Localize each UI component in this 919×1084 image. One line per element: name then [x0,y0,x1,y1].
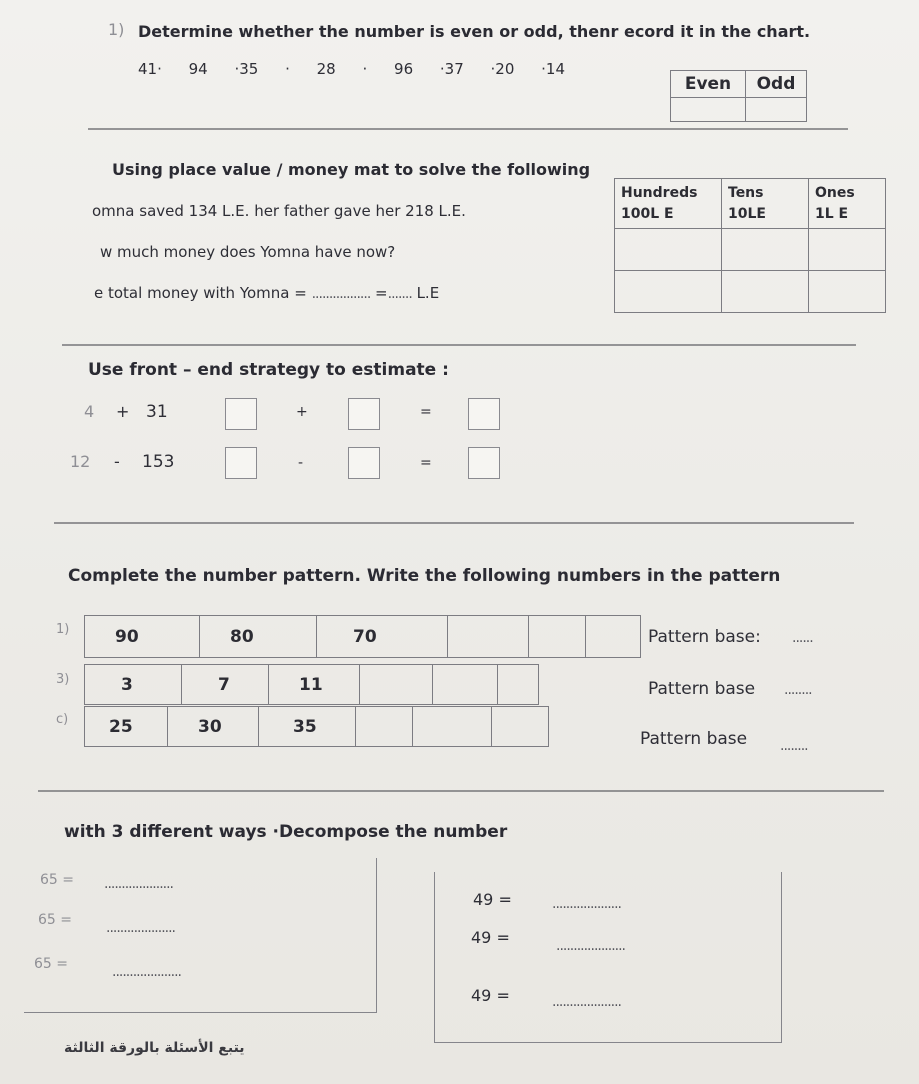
pattern-cell: 35 [259,707,356,747]
row-1-lead: 4 [84,402,95,421]
decompose-65-label: 65 = [34,956,68,972]
pattern-row-3 [84,706,549,747]
question-2-line-2: w much money does Yomna have now? [100,243,396,261]
odd-header: Odd [746,71,807,98]
footer-note: يتبع الأسئلة بالورقة الثالثة [64,1040,245,1056]
pattern-2-label: 3) [56,672,70,687]
tens-header: Tens 10LE [722,179,809,229]
question-5-title: with 3 different ways ·Decompose the number [64,822,508,842]
pattern-1-label: 1) [56,622,70,637]
divider-4 [38,790,884,792]
pattern-cell: 7 [182,665,269,705]
pattern-blank[interactable] [448,616,529,658]
pattern-1-base-blank[interactable]: ...... [792,630,813,646]
hundreds-header: Hundreds 100L E [615,179,722,229]
row-2-number: 153 [142,452,175,472]
answer-blank-1[interactable]: ................. [311,286,371,302]
decompose-65-blank[interactable]: .................... [104,876,174,892]
row-2-operator: - [114,452,120,471]
mat-cell[interactable] [722,271,809,313]
pattern-row-2 [84,664,539,705]
estimate-box[interactable] [468,398,500,430]
pattern-2-base-blank[interactable]: ........ [784,682,812,698]
answer-equals: = [375,284,388,302]
decompose-65-label: 65 = [38,912,72,928]
odd-cell[interactable] [746,98,807,122]
pattern-cell: 3 [85,665,182,705]
place-value-mat [614,178,886,313]
pattern-blank[interactable] [586,616,641,658]
even-odd-table [670,70,807,122]
estimate-box[interactable] [225,398,257,430]
row-1-equals: = [420,404,432,420]
even-header: Even [671,71,746,98]
decompose-49-blank[interactable]: .................... [552,896,622,912]
pattern-row-1 [84,615,641,658]
pattern-cell: 70 [317,616,448,658]
decompose-49-blank[interactable]: .................... [552,994,622,1010]
pattern-blank[interactable] [413,707,492,747]
estimate-box[interactable] [348,447,380,479]
pattern-cell: 11 [269,665,360,705]
decompose-65-label: 65 = [40,872,74,888]
question-2-title: Using place value / money mat to solve the following [112,160,591,179]
pattern-blank[interactable] [433,665,498,705]
pattern-3-base-label: Pattern base [640,729,748,749]
row-2-operator-2: - [298,455,304,471]
decompose-49-label: 49 = [471,928,510,947]
pattern-cell: 25 [85,707,168,747]
pattern-2-base-label: Pattern base [648,679,756,699]
question-1-numbers: 41· 94 ·35 · 28 · 96 ·37 ·20 ·14 [138,60,565,78]
decompose-49-label: 49 = [473,890,512,909]
divider-3 [54,522,854,524]
decompose-65-blank[interactable]: .................... [112,964,182,980]
row-2-lead: 12 [70,452,91,471]
answer-unit: L.E [416,284,440,302]
pattern-cell: 30 [168,707,259,747]
divider-2 [62,344,856,346]
row-1-operator-2: + [296,404,308,420]
decompose-65-frame [24,858,377,1013]
pattern-blank[interactable] [529,616,586,658]
pattern-blank[interactable] [356,707,413,747]
row-1-number: 31 [146,402,168,422]
pattern-3-base-blank[interactable]: ........ [780,738,808,754]
row-1-operator: + [116,402,130,421]
divider-1 [88,128,848,130]
estimate-box[interactable] [225,447,257,479]
mat-cell[interactable] [615,271,722,313]
decompose-49-blank[interactable]: .................... [556,938,626,954]
mat-cell[interactable] [809,229,886,271]
pattern-blank[interactable] [498,665,539,705]
question-3-title: Use front – end strategy to estimate : [88,360,449,380]
estimate-box[interactable] [468,447,500,479]
mat-cell[interactable] [809,271,886,313]
question-2-answer-line [94,284,439,302]
question-4-title: Complete the number pattern. Write the following numbers in the pattern [68,566,781,586]
even-cell[interactable] [671,98,746,122]
pattern-blank[interactable] [492,707,549,747]
answer-prefix: e total money with Yomna = [94,284,307,302]
estimate-box[interactable] [348,398,380,430]
pattern-cell: 80 [200,616,317,658]
mat-cell[interactable] [615,229,722,271]
ones-header: Ones 1L E [809,179,886,229]
row-2-equals: = [420,455,432,471]
pattern-blank[interactable] [360,665,433,705]
pattern-3-label: c) [56,712,69,727]
pattern-1-base-label: Pattern base: [648,627,761,647]
question-2-line-1: omna saved 134 L.E. her father gave her 218 L.E. [92,202,466,220]
question-1-title: Determine whether the number is even or odd, thenr ecord it in the chart. [138,22,811,41]
mat-cell[interactable] [722,229,809,271]
decompose-49-label: 49 = [471,986,510,1005]
pattern-cell: 90 [85,616,200,658]
question-1-number: 1) [108,20,125,39]
decompose-65-blank[interactable]: .................... [106,920,176,936]
answer-blank-2[interactable]: ....... [387,286,412,302]
